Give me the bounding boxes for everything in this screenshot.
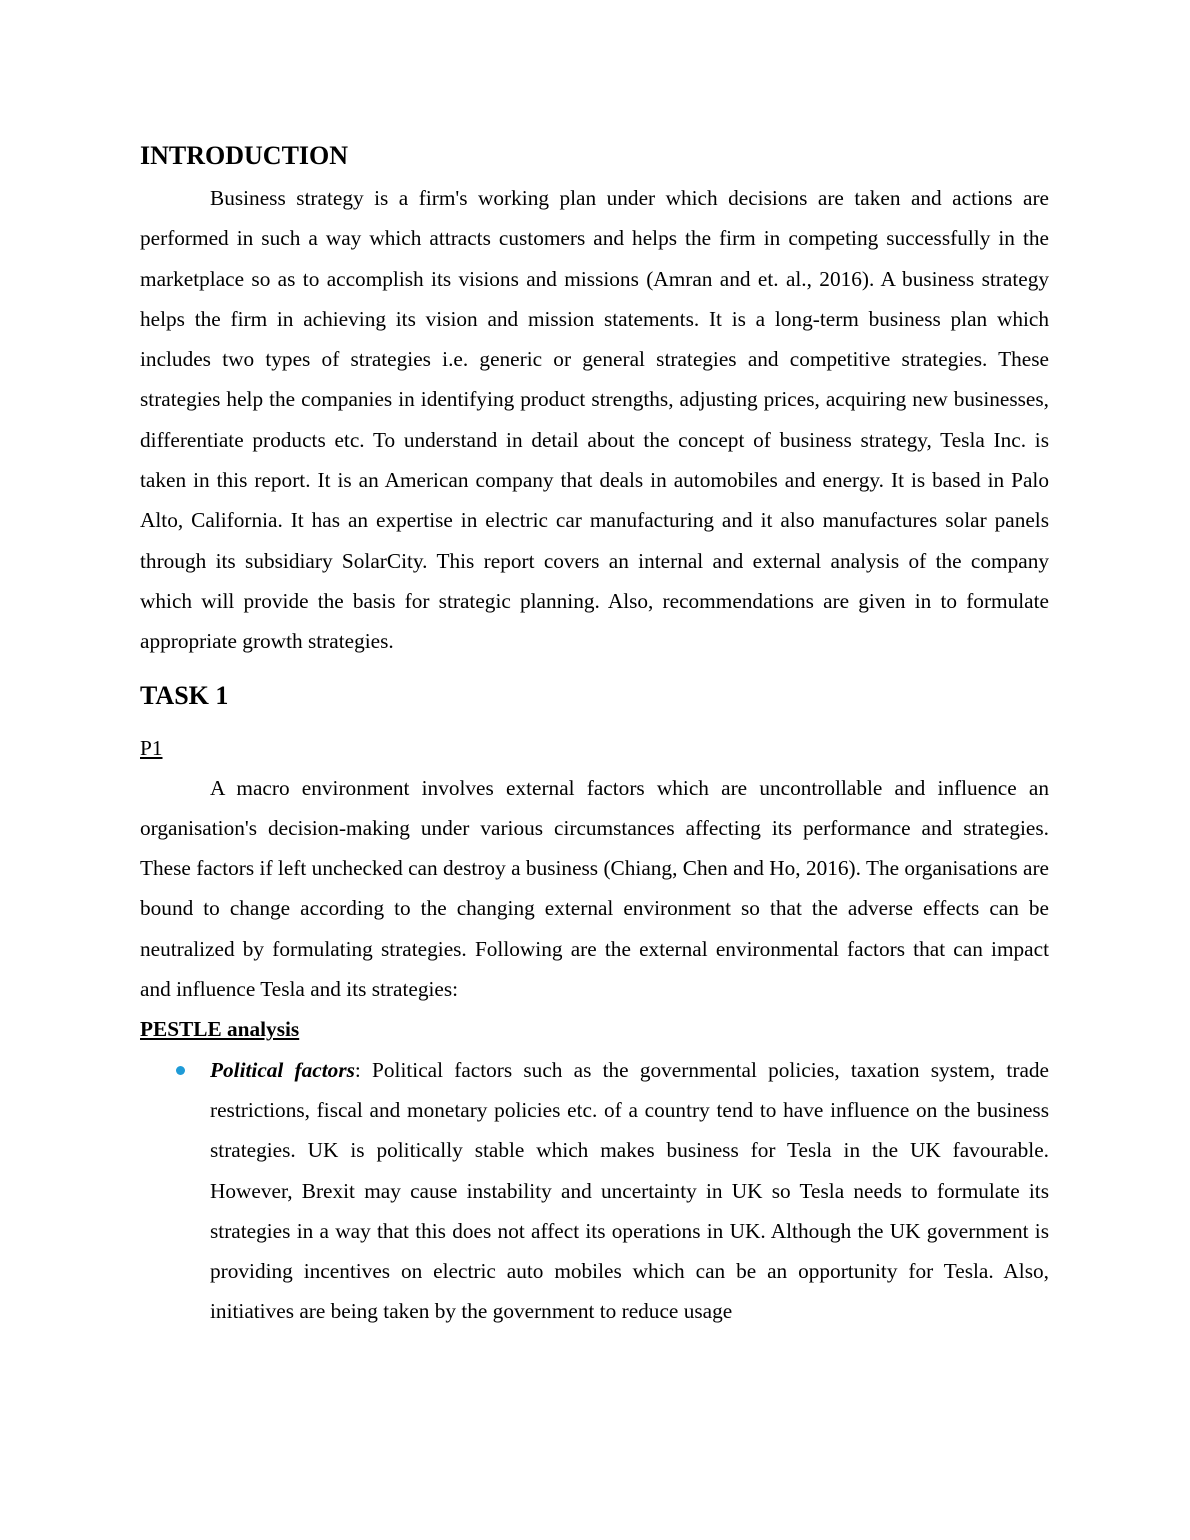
introduction-heading: INTRODUCTION — [140, 141, 349, 170]
pestle-heading: PESTLE analysis — [140, 1017, 300, 1042]
bullet-text: : Political factors such as the governmental policies, taxation system, trade restrictions, fiscal and monetary policies etc. of a country tend to have influence on the business strategies. UK is politically stable which makes business for Tesla in the UK favourable. However, Brexit may cause instability and uncertainty in UK so Tesla needs to formulate its strategies in a way that this does not affect its operations in UK. Although the UK government is providing incentives on electric auto mobiles which can be an opportunity for Tesla. Also, initiatives are being taken by the government to reduce usage — [210, 1057, 1049, 1324]
bullet-term: Political factors — [210, 1057, 355, 1082]
introduction-paragraph: Business strategy is a firm's working plan under which decisions are taken and actions are performed in such a way which attracts customers and helps the firm in competing successfully in the marketplace so as to accomplish its visions and missions (Amran and et. al., 2016). A business strategy helps the firm in achieving its vision and mission statements. It is a long-term business plan which includes two types of strategies i.e. generic or general strategies and competitive strategies. These strategies help the companies in identifying product strengths, adjusting prices, acquiring new businesses, differentiate products etc. To understand in detail about the concept of business strategy, Tesla Inc. is taken in this report. It is an American company that deals in automobiles and energy. It is based in Palo Alto, California. It has an expertise in electric car manufacturing and it also manufactures solar panels through its subsidiary SolarCity. This report covers an internal and external analysis of the company which will provide the basis for strategic planning. Also, recommendations are given in to formulate appropriate growth strategies. — [140, 186, 1049, 654]
bullet-dot-icon — [176, 1066, 185, 1075]
macro-environment-paragraph: A macro environment involves external factors which are uncontrollable and influence an organisation's decision-making under various circumstances affecting its performance and strategies. These factors if left unchecked can destroy a business (Chiang, Chen and Ho, 2016). The organisations are bound to change according to the changing external environment so that the adverse effects can be neutralized by formulating strategies. Following are the external environmental factors that can impact and influence Tesla and its strategies: — [140, 775, 1049, 1002]
pestle-list — [140, 1050, 1049, 1332]
document-page — [140, 138, 1049, 1332]
task1-heading: TASK 1 — [140, 680, 229, 710]
p1-subheading: P1 — [140, 735, 163, 760]
list-item — [140, 1050, 1049, 1332]
